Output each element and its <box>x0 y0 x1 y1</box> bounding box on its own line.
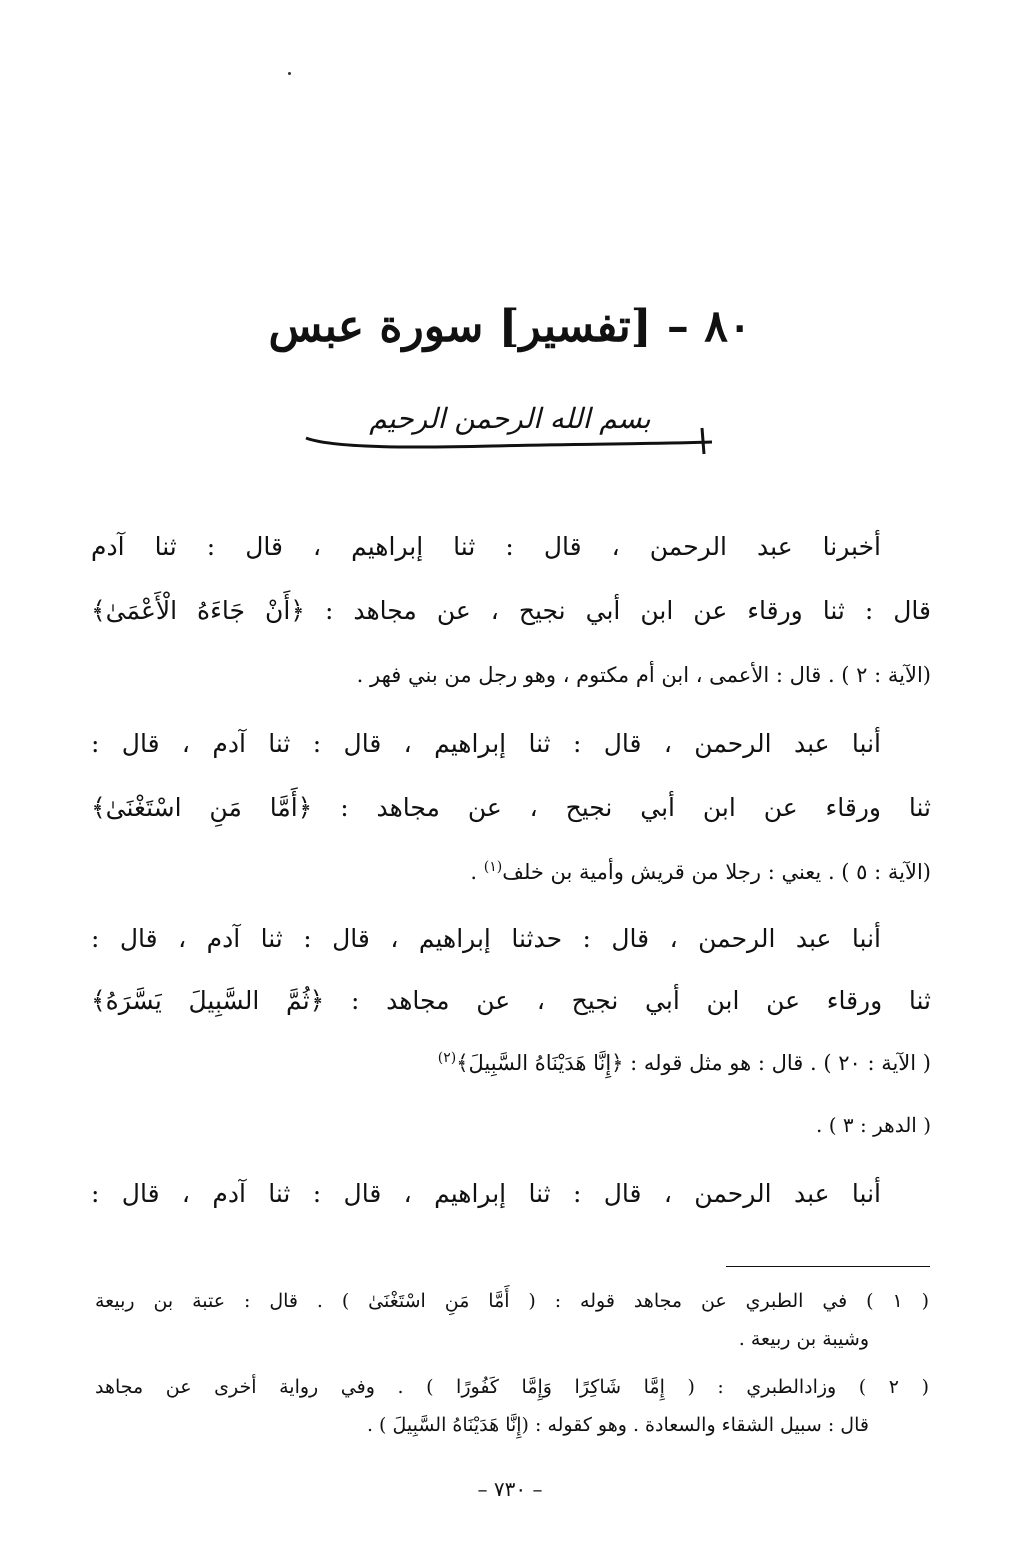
footnote-1 <box>95 1282 929 1358</box>
footnote-line: ( ٢ ) وزادالطبري : ( إِمَّا شَاكِرًا وَإِمَّا كَفُورًا ) . وفي رواية أخرى عن مجاهد <box>95 1376 929 1398</box>
paragraph-2 <box>91 712 931 904</box>
text-line: ( الدهر : ٣ ) . <box>816 1113 931 1137</box>
ink-speck <box>288 72 291 75</box>
footnote-line: قال : سبيل الشقاء والسعادة . وهو كقوله : (إِنَّا هَدَيْنَاهُ السَّبِيلَ ) . <box>366 1414 869 1436</box>
text-line <box>91 1032 931 1094</box>
paragraph-4 <box>91 1162 931 1226</box>
footnote-line: وشيبة بن ربيعة . <box>738 1328 869 1350</box>
line-end: . <box>470 860 478 884</box>
line-text: ( الآية : ٢٠ ) . قال : هو مثل قوله : ﴿إِنَّا هَدَيْنَاهُ السَّبِيلَ﴾ <box>456 1051 931 1075</box>
text-line: أنبا عبد الرحمن ، قال : ثنا إبراهيم ، قال : ثنا آدم ، قال : <box>91 1179 881 1208</box>
footnote-marker-1: (١) <box>483 859 503 875</box>
text-line: أنبا عبد الرحمن ، قال : ثنا إبراهيم ، قال : ثنا آدم ، قال : <box>91 729 881 758</box>
footnote-marker-2: (٢) <box>437 1050 457 1066</box>
basmala-calligraphy <box>292 398 728 468</box>
surah-title: ٨٠ – [تفسير] سورة عبس <box>268 301 752 352</box>
page-number: – ٧٣٠ – <box>477 1477 543 1501</box>
paragraph-3 <box>91 908 931 1156</box>
text-line <box>91 840 931 904</box>
text-line: قال : ثنا ورقاء عن ابن أبي نجيح ، عن مجاهد : ﴿أَنْ جَاءَهُ الْأَعْمَىٰ﴾ <box>91 596 931 625</box>
text-line: (الآية : ٢ ) . قال : الأعمى ، ابن أم مكتوم ، وهو رجل من بني فهر . <box>356 663 931 687</box>
text-line: أنبا عبد الرحمن ، قال : حدثنا إبراهيم ، قال : ثنا آدم ، قال : <box>91 924 881 953</box>
text-line: ثنا ورقاء عن ابن أبي نجيح ، عن مجاهد : ﴿أَمَّا مَنِ اسْتَغْنَىٰ﴾ <box>91 793 931 822</box>
text-line: أخبرنا عبد الرحمن ، قال : ثنا إبراهيم ، قال : ثنا آدم <box>91 532 881 561</box>
basmala-text: بسم الله الرحمن الرحيم <box>369 402 651 435</box>
footnote-divider <box>726 1266 930 1267</box>
line-text: (الآية : ٥ ) . يعني : رجلا من قريش وأمية بن خلف <box>502 860 931 884</box>
paragraph-1 <box>91 515 931 707</box>
footnote-line: ( ١ ) في الطبري عن مجاهد قوله : ( أَمَّا مَنِ اسْتَغْنَىٰ ) . قال : عتبة بن ربيعة <box>95 1290 930 1312</box>
text-line: ثنا ورقاء عن ابن أبي نجيح ، عن مجاهد : ﴿ثُمَّ السَّبِيلَ يَسَّرَهُ﴾ <box>91 986 931 1015</box>
footnote-2 <box>95 1368 929 1444</box>
